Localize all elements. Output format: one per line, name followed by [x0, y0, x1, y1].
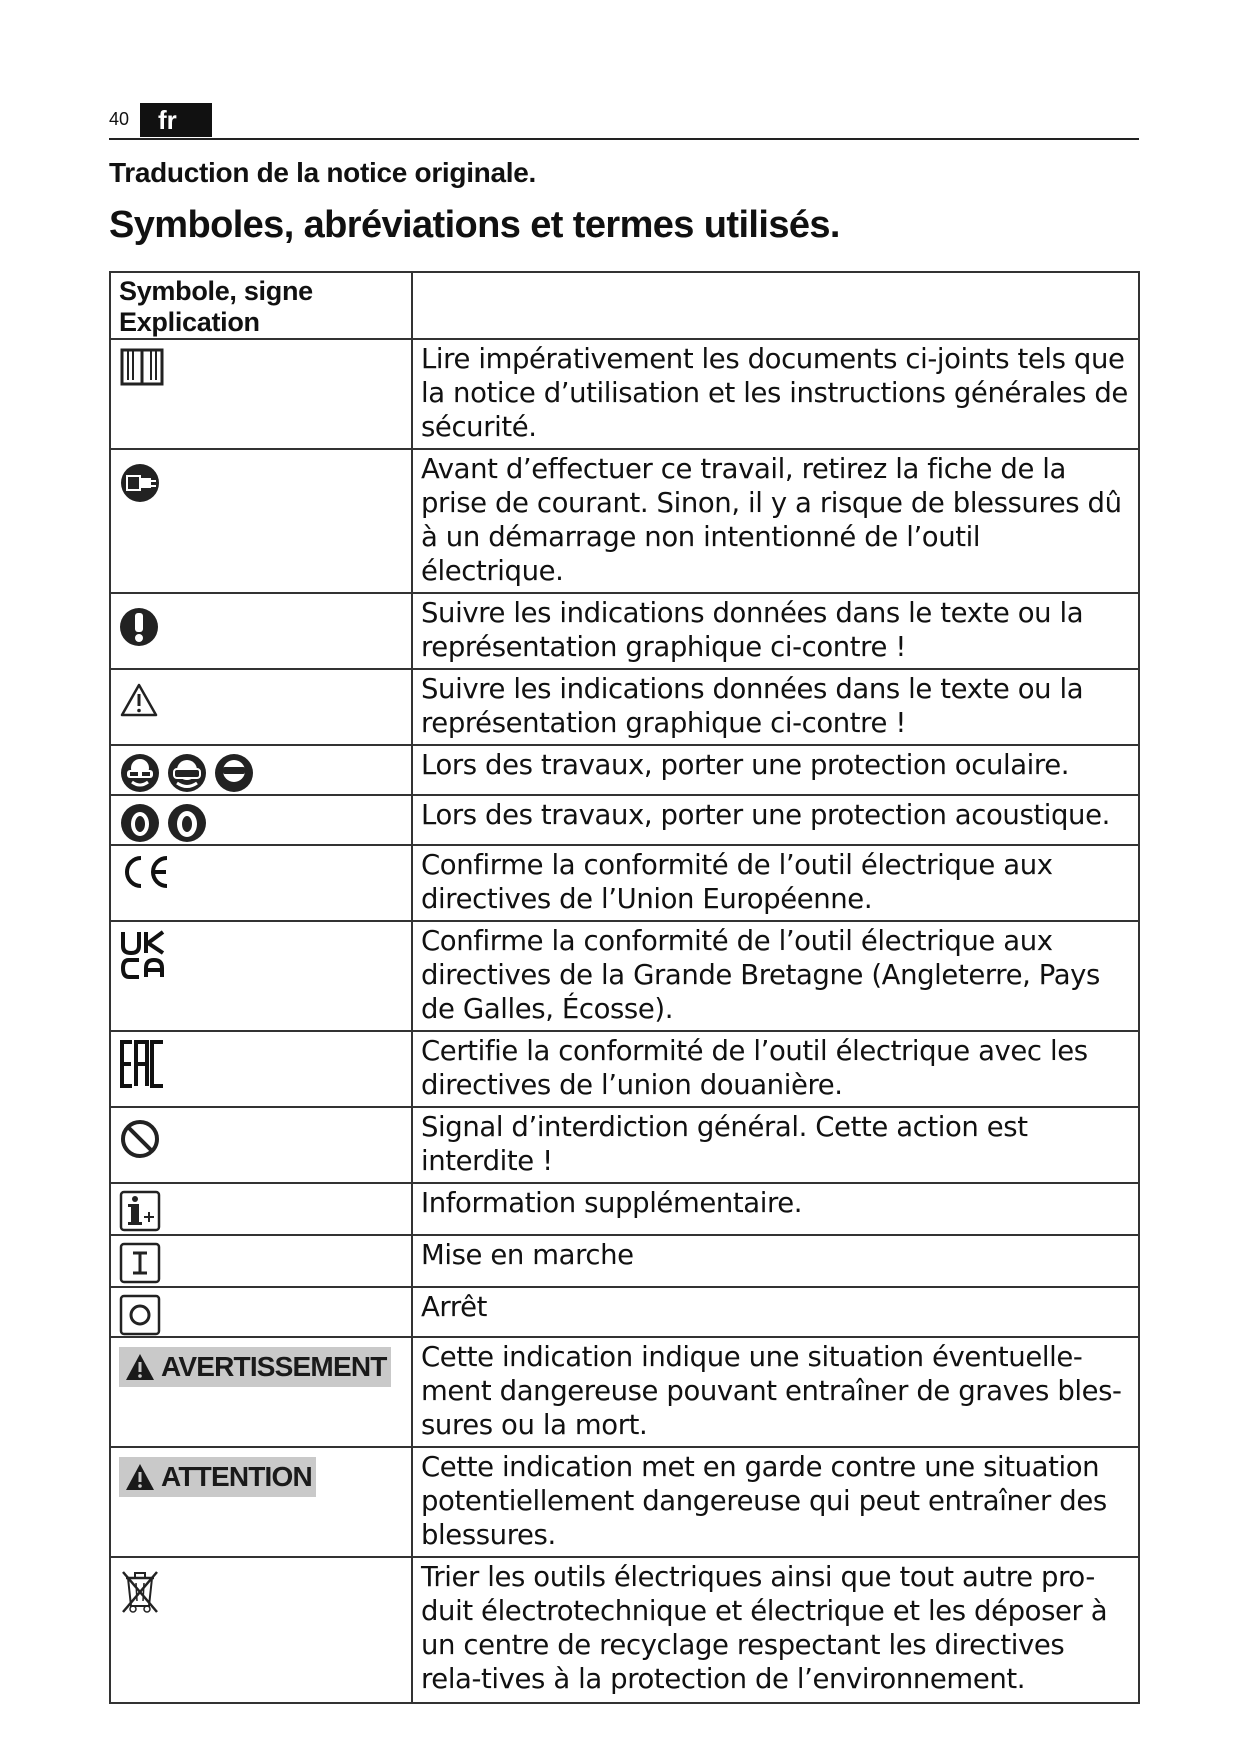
explanation-text: Cette indication met en garde contre une situation potentiellement dangereuse qui peut entraîner des blessures.: [412, 1447, 1139, 1557]
caution-badge-icon: [125, 1463, 155, 1491]
explanation-text: Lors des travaux, porter une protection oculaire.: [412, 745, 1139, 795]
table-row: [110, 1557, 1139, 1703]
col-symbol-header: Symbole, signe Explication: [110, 272, 412, 339]
table-row: [110, 1447, 1139, 1557]
explanation-text: Confirme la conformité de l’outil électrique aux directives de l’Union Européenne.: [412, 845, 1139, 921]
table-row: [110, 845, 1139, 921]
table-row: [110, 1235, 1139, 1287]
explanation-text: Cette indication indique une situation éventuelle-ment dangereuse pouvant entraîner de graves bles-sures ou la mort.: [412, 1337, 1139, 1447]
explanation-text: Mise en marche: [412, 1235, 1139, 1287]
page-number: 40: [109, 109, 130, 129]
symbols-table: [109, 271, 1140, 1704]
weee-bin-icon: [119, 1568, 161, 1614]
explanation-text: Trier les outils électriques ainsi que tout autre pro-duit électrotechnique et électrique et les déposer à un centre de recyclage respectant les directives rela-tives à la protection de l’environnement.: [412, 1557, 1139, 1703]
power-off-icon: [119, 1294, 161, 1336]
table-row: [110, 745, 1139, 795]
unplug-icon: [119, 462, 161, 504]
warning-badge: AVERTISSEMENT: [119, 1347, 391, 1387]
subtitle: Traduction de la notice originale.: [109, 157, 536, 188]
book-icon: [119, 346, 165, 388]
exclamation-icon: [119, 606, 159, 648]
table-header-row: [110, 272, 1139, 339]
explanation-text: Information supplémentaire.: [412, 1183, 1139, 1235]
table-row: [110, 1183, 1139, 1235]
explanation-text: Arrêt: [412, 1287, 1139, 1337]
language-tab: fr: [140, 103, 212, 137]
page-title: Symboles, abréviations et termes utilisés.: [109, 204, 840, 246]
eye-protection-icon: [119, 752, 259, 794]
eac-mark-icon: [119, 1038, 171, 1090]
table-row: [110, 1287, 1139, 1337]
table-row: [110, 669, 1139, 745]
explanation-text: Suivre les indications données dans le texte ou la représentation graphique ci-contre !: [412, 593, 1139, 669]
ukca-mark-icon: [119, 928, 171, 984]
explanation-text: Suivre les indications données dans le texte ou la représentation graphique ci-contre !: [412, 669, 1139, 745]
prohibition-icon: [119, 1118, 161, 1160]
warning-triangle-icon: [119, 682, 159, 718]
explanation-text: Confirme la conformité de l’outil électrique aux directives de la Grande Bretagne (Angleterre, Pays de Galles, Écosse).: [412, 921, 1139, 1031]
warning-badge-icon: [125, 1353, 155, 1381]
table-row: [110, 795, 1139, 845]
table-row: [110, 1337, 1139, 1447]
explanation-text: Lors des travaux, porter une protection acoustique.: [412, 795, 1139, 845]
ear-protection-icon: [119, 802, 213, 844]
ce-mark-icon: [119, 852, 175, 892]
col-explanation-header: [412, 272, 1139, 339]
info-plus-icon: [119, 1190, 161, 1232]
page-header: [109, 100, 1139, 140]
table-row: [110, 449, 1139, 593]
table-row: [110, 339, 1139, 449]
table-row: [110, 1107, 1139, 1183]
explanation-text: Lire impérativement les documents ci-joints tels que la notice d’utilisation et les instructions générales de sécurité.: [412, 339, 1139, 449]
power-on-icon: [119, 1242, 161, 1284]
explanation-text: Certifie la conformité de l’outil électrique avec les directives de l’union douanière.: [412, 1031, 1139, 1107]
table-row: [110, 593, 1139, 669]
table-row: [110, 921, 1139, 1031]
explanation-text: Signal d’interdiction général. Cette action est interdite !: [412, 1107, 1139, 1183]
caution-badge: ATTENTION: [119, 1457, 316, 1497]
explanation-text: Avant d’effectuer ce travail, retirez la fiche de la prise de courant. Sinon, il y a risque de blessures dû à un démarrage non intentionné de l’outil électrique.: [412, 449, 1139, 593]
table-row: [110, 1031, 1139, 1107]
